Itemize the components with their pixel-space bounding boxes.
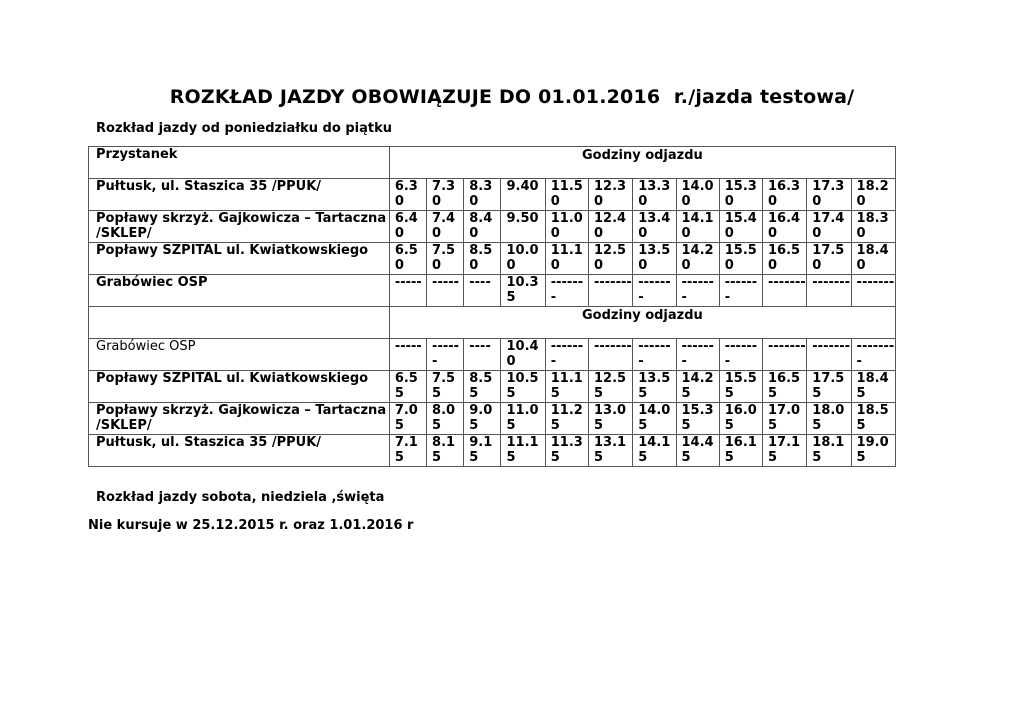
departure-time: ------- [763, 339, 807, 371]
departure-time: 16.50 [763, 243, 807, 275]
departure-time: 6.50 [389, 243, 426, 275]
departure-time: 6.55 [389, 371, 426, 403]
departure-time: ------- [807, 339, 851, 371]
empty-cell [89, 307, 390, 339]
departure-time: ------- [676, 339, 719, 371]
departure-time: 11.15 [501, 435, 545, 467]
departure-time: 15.40 [719, 211, 762, 243]
stop-column-header: Przystanek [89, 147, 390, 179]
departure-time: ---- [464, 275, 501, 307]
stop-name: Popławy skrzyż. Gajkowicza – Tartaczna /SKLEP/ [89, 403, 390, 435]
departure-time: 13.40 [633, 211, 676, 243]
return-hours-column-header: Godziny odjazdu [389, 307, 895, 339]
departure-time: 17.05 [763, 403, 807, 435]
departure-time: 10.00 [501, 243, 545, 275]
departure-time: 10.55 [501, 371, 545, 403]
departure-time: ---- [464, 339, 501, 371]
page-title: ROZKŁAD JAZDY OBOWIĄZUJE DO 01.01.2016 r./jazda testowa/ [169, 86, 855, 108]
departure-time: 11.35 [545, 435, 588, 467]
departure-time: 16.55 [763, 371, 807, 403]
departure-time: 15.55 [719, 371, 762, 403]
departure-time: 8.55 [464, 371, 501, 403]
departure-time: 15.30 [719, 179, 762, 211]
timetable-body [89, 147, 896, 467]
hours-column-header: Godziny odjazdu [389, 147, 895, 179]
timetable-row [89, 371, 896, 403]
timetable-row [89, 179, 896, 211]
departure-time: ------- [633, 339, 676, 371]
departure-time: 18.55 [851, 403, 895, 435]
departure-time: 18.30 [851, 211, 895, 243]
departure-time: 7.30 [427, 179, 464, 211]
departure-time: 14.00 [676, 179, 719, 211]
departure-time: 9.50 [501, 211, 545, 243]
departure-time: ------- [589, 275, 633, 307]
departure-time: 12.30 [589, 179, 633, 211]
departure-time: 11.00 [545, 211, 588, 243]
departure-time: 12.50 [589, 243, 633, 275]
departure-time: 7.55 [427, 371, 464, 403]
departure-time: 15.35 [676, 403, 719, 435]
departure-time: ------- [851, 275, 895, 307]
departure-time: 6.30 [389, 179, 426, 211]
service-notice: Nie kursuje w 25.12.2015 r. oraz 1.01.2016 r [88, 518, 414, 533]
departure-time: ----- [389, 275, 426, 307]
stop-name: Popławy SZPITAL ul. Kwiatkowskiego [89, 371, 390, 403]
departure-time: 8.05 [427, 403, 464, 435]
departure-time: ------ [427, 339, 464, 371]
departure-time: ------- [633, 275, 676, 307]
departure-time: 14.20 [676, 243, 719, 275]
departure-time: 12.40 [589, 211, 633, 243]
departure-time: 14.45 [676, 435, 719, 467]
departure-time: 9.40 [501, 179, 545, 211]
departure-time: 13.55 [633, 371, 676, 403]
stop-name: Pułtusk, ul. Staszica 35 /PPUK/ [89, 435, 390, 467]
departure-time: 17.30 [807, 179, 851, 211]
stop-name: Popławy SZPITAL ul. Kwiatkowskiego [89, 243, 390, 275]
departure-time: 17.50 [807, 243, 851, 275]
departure-time: 13.30 [633, 179, 676, 211]
timetable-row [89, 339, 896, 371]
departure-time: 19.05 [851, 435, 895, 467]
departure-time: 18.20 [851, 179, 895, 211]
departure-time: ----- [427, 275, 464, 307]
stop-name: Grabówiec OSP [89, 275, 390, 307]
departure-time: ------- [807, 275, 851, 307]
departure-time: 8.30 [464, 179, 501, 211]
stop-name: Popławy skrzyż. Gajkowicza – Tartaczna /SKLEP/ [89, 211, 390, 243]
departure-time: 16.15 [719, 435, 762, 467]
departure-time: 8.50 [464, 243, 501, 275]
departure-time: 7.15 [389, 435, 426, 467]
departure-time: 8.40 [464, 211, 501, 243]
weekend-schedule-heading: Rozkład jazdy sobota, niedziela ,święta [96, 490, 385, 505]
departure-time: ------- [589, 339, 633, 371]
departure-time: 13.15 [589, 435, 633, 467]
departure-time: 14.15 [633, 435, 676, 467]
departure-time: 16.40 [763, 211, 807, 243]
departure-time: 9.05 [464, 403, 501, 435]
departure-time: 14.05 [633, 403, 676, 435]
weekday-schedule-heading: Rozkład jazdy od poniedziałku do piątku [96, 121, 392, 136]
timetable [88, 146, 896, 467]
departure-time: 13.50 [633, 243, 676, 275]
departure-time: 10.40 [501, 339, 545, 371]
departure-time: ------- [676, 275, 719, 307]
timetable-row [89, 435, 896, 467]
departure-time: 6.40 [389, 211, 426, 243]
departure-time: 7.50 [427, 243, 464, 275]
timetable-row [89, 211, 896, 243]
departure-time: -------- [851, 339, 895, 371]
departure-time: 9.15 [464, 435, 501, 467]
timetable-row [89, 403, 896, 435]
stop-name: Pułtusk, ul. Staszica 35 /PPUK/ [89, 179, 390, 211]
stop-name: Grabówiec OSP [89, 339, 390, 371]
departure-time: 16.05 [719, 403, 762, 435]
departure-time: 16.30 [763, 179, 807, 211]
departure-time: 14.10 [676, 211, 719, 243]
departure-time: ------- [545, 339, 588, 371]
timetable-row [89, 275, 896, 307]
header-row [89, 147, 896, 179]
timetable-row [89, 243, 896, 275]
departure-time: 17.40 [807, 211, 851, 243]
departure-time: ------- [763, 275, 807, 307]
departure-time: 15.50 [719, 243, 762, 275]
departure-time: ------- [545, 275, 588, 307]
departure-time: 17.15 [763, 435, 807, 467]
departure-time: ------- [719, 275, 762, 307]
departure-time: 13.05 [589, 403, 633, 435]
departure-time: 12.55 [589, 371, 633, 403]
departure-time: 7.40 [427, 211, 464, 243]
departure-time: ----- [389, 339, 426, 371]
departure-time: 11.15 [545, 371, 588, 403]
departure-time: 11.10 [545, 243, 588, 275]
departure-time: 8.15 [427, 435, 464, 467]
departure-time: 7.05 [389, 403, 426, 435]
departure-time: 11.25 [545, 403, 588, 435]
departure-time: 17.55 [807, 371, 851, 403]
departure-time: 11.05 [501, 403, 545, 435]
departure-time: 14.25 [676, 371, 719, 403]
return-header-row [89, 307, 896, 339]
departure-time: ------- [719, 339, 762, 371]
departure-time: 11.50 [545, 179, 588, 211]
departure-time: 18.40 [851, 243, 895, 275]
departure-time: 18.05 [807, 403, 851, 435]
departure-time: 18.15 [807, 435, 851, 467]
departure-time: 18.45 [851, 371, 895, 403]
departure-time: 10.35 [501, 275, 545, 307]
